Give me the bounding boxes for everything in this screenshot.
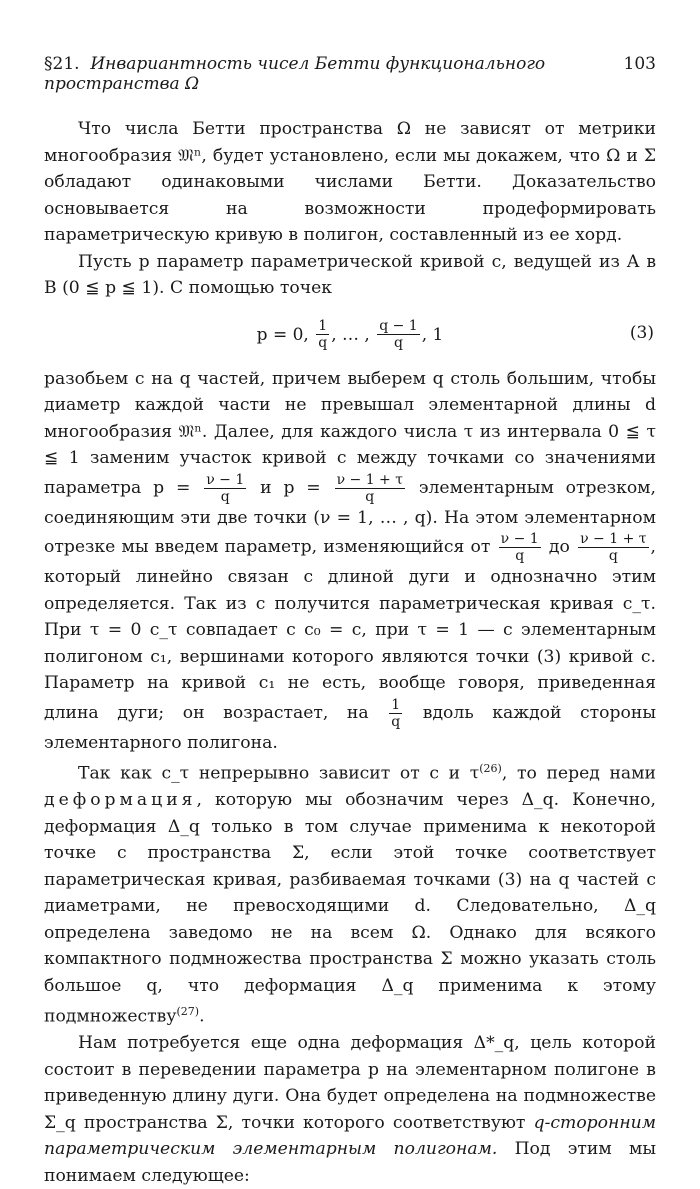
fraction-numerator: ν − 1 <box>206 471 245 488</box>
display-formula-3 <box>44 306 656 364</box>
document-page <box>44 54 656 1189</box>
text-run: Нам потребуется еще одна деформация Δ*_q, цель которой состоит в переведении параметра p на элементарном полигоне в приведенную длину дуги. Она будет определена на подмножестве Σ_q пространства Σ, точки которого соответствуют <box>44 1033 656 1133</box>
text-run: , то перед нами <box>501 763 656 784</box>
formula-ellipsis: , … , <box>331 324 370 345</box>
page-number: 103 <box>623 54 656 74</box>
paragraph-1: Что числа Бетти пространства Ω не зависят от метрики многообразия 𝔐ⁿ, будет установлено, если мы докажем, что Ω и Σ обладают одинаковыми числами Бетти. Доказательство основывается на возможности продеформировать параметрическую кривую в полигон, составленный из ее хорд. <box>44 119 656 245</box>
text-run: элементарным отрезком, соединяющим эти две точки (ν = 1, … , q). На этом элементарном отрезке мы введем параметр, изменяющийся от <box>44 477 657 557</box>
text-run: разобьем c на q частей, причем выберем q столь большим, чтобы диаметр каждой части не превышал элементарной длины d многообразия 𝔐ⁿ. Далее, для каждого числа τ из интервала 0 ≦ τ ≦ 1 заменим участок кривой c между точками со значениями параметра p = <box>44 368 656 498</box>
text-run: до <box>548 537 570 557</box>
text-run: , которую мы обозначим через Δ_q. Конечно, деформация Δ_q только в том случае применима к некоторой точке c пространства Σ, если этой точке соответствует параметрическая кривая, разбиваемая точками (3) на q частей с диаметрами, не превосходящими d. Следовательно, Δ_q определена заведомо не на всем Ω. Однако для всякого компактного подмножества пространства Σ можно указать столь большое q, что деформация Δ_q применима к этому подмножеству <box>44 790 656 1027</box>
text-run: Под этим мы понимаем следующее: <box>44 1139 656 1186</box>
paragraph-4 <box>44 756 656 1030</box>
section-number: §21. <box>44 54 80 74</box>
formula-lhs: p = 0, <box>256 324 309 345</box>
fraction-nu-minus-1-plus-tau <box>335 472 405 505</box>
fraction-denominator: q <box>393 335 403 351</box>
equation-number: (3) <box>629 322 654 343</box>
text-run: . <box>199 1006 205 1027</box>
fraction-numerator: ν − 1 + τ <box>580 531 647 547</box>
fraction-denominator: q <box>220 488 230 505</box>
paragraph-2: Пусть p параметр параметрической кривой c, ведущей из A в B (0 ≦ p ≦ 1). С помощью точек <box>44 251 656 298</box>
fraction-nu-minus-1-plus-tau <box>578 531 648 564</box>
running-header <box>44 54 656 94</box>
fraction-nu-minus-1 <box>499 531 541 564</box>
fraction-denominator: q <box>365 488 375 505</box>
fraction-numerator: 1 <box>391 696 401 713</box>
fraction-denominator: q <box>318 335 328 351</box>
paragraph-5 <box>44 1030 656 1189</box>
fraction-numerator: 1 <box>318 318 328 334</box>
fraction-numerator: q − 1 <box>379 318 418 334</box>
text-run: и p = <box>260 477 321 498</box>
text-run: , который линейно связан с длиной дуги и однозначно этим определяется. Так из c получится параметрическая кривая c_τ. При τ = 0 c_τ совпадает с c₀ = c, при τ = 1 — с элементарным полигоном c₁, вершинами которого являются точки (3) кривой c. Параметр на кривой c₁ не есть, вообще говоря, приведенная длина дуги; он возрастает, на <box>44 537 656 723</box>
fraction-denominator: q <box>515 548 525 564</box>
fraction-nu-minus-1 <box>204 472 246 505</box>
footnote-ref-27[interactable]: (27) <box>176 1005 200 1019</box>
fraction-denominator: q <box>391 713 401 730</box>
text-run: вдоль каждой стороны элементарного полигона. <box>44 702 657 753</box>
fraction-denominator: q <box>608 548 618 564</box>
formula-tail: , 1 <box>421 324 444 345</box>
paragraph-3 <box>44 366 656 757</box>
italic-term: q-сторонним параметрическим элементарным полигонам. <box>44 1112 656 1160</box>
section-title: Инвариантность чисел Бетти функционального пространства Ω <box>44 54 546 94</box>
text-run: Так как c_τ непрерывно зависит от c и τ <box>78 763 480 784</box>
fraction-one-over-q <box>389 697 402 730</box>
fraction-numerator: ν − 1 <box>500 531 539 547</box>
formula-fraction-2 <box>377 318 420 351</box>
spaced-term: деформация <box>44 790 197 811</box>
fraction-numerator: ν − 1 + τ <box>336 471 403 488</box>
footnote-ref-26[interactable]: (26) <box>479 762 502 775</box>
formula-fraction-1 <box>316 318 329 351</box>
